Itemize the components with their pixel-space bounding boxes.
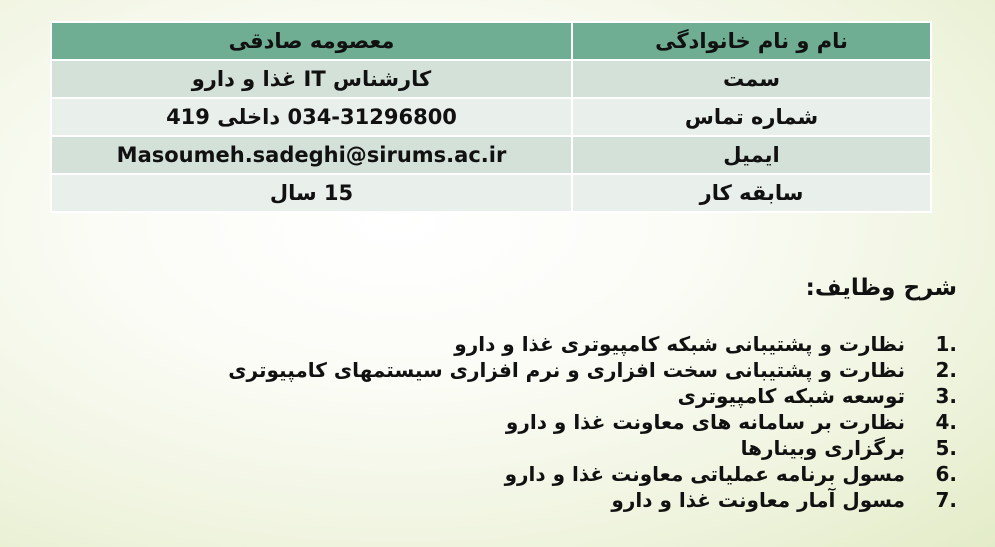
name-value: معصومه صادقی bbox=[51, 22, 572, 60]
item-number: 2. bbox=[935, 358, 957, 382]
experience-value: 15 سال bbox=[51, 174, 572, 212]
position-label: سمت bbox=[572, 60, 931, 98]
item-text: توسعه شبکه کامپیوتری bbox=[677, 384, 905, 408]
list-item bbox=[228, 435, 957, 461]
experience-label: سابقه کار bbox=[572, 174, 931, 212]
table-row bbox=[51, 174, 931, 212]
list-item bbox=[228, 383, 957, 409]
item-text: نظارت و پشتیبانی سخت افزاری و نرم افزاری سیستمهای کامپیوتری bbox=[228, 358, 905, 382]
table-row bbox=[51, 98, 931, 136]
name-label: نام و نام خانوادگی bbox=[572, 22, 931, 60]
table-header-row bbox=[51, 22, 931, 60]
table-row bbox=[51, 60, 931, 98]
phone-label: شماره تماس bbox=[572, 98, 931, 136]
list-item bbox=[228, 409, 957, 435]
item-text: مسول برنامه عملیاتی معاونت غذا و دارو bbox=[504, 462, 905, 486]
item-number: 3. bbox=[935, 384, 957, 408]
list-item bbox=[228, 331, 957, 357]
list-item bbox=[228, 461, 957, 487]
email-value: Masoumeh.sadeghi@sirums.ac.ir bbox=[51, 136, 572, 174]
item-number: 4. bbox=[935, 410, 957, 434]
list-item bbox=[228, 487, 957, 513]
item-text: برگزاری وبینارها bbox=[740, 436, 905, 460]
item-text: نظارت و پشتیبانی شبکه کامپیوتری غذا و دارو bbox=[454, 332, 905, 356]
email-label: ایمیل bbox=[572, 136, 931, 174]
item-number: 7. bbox=[935, 488, 957, 512]
item-text: مسول آمار معاونت غذا و دارو bbox=[611, 488, 905, 512]
item-number: 5. bbox=[935, 436, 957, 460]
phone-value: 034-31296800 داخلی 419 bbox=[51, 98, 572, 136]
contact-info-table bbox=[50, 21, 932, 213]
duties-list bbox=[228, 331, 957, 513]
position-value: کارشناس IT غذا و دارو bbox=[51, 60, 572, 98]
table-row bbox=[51, 136, 931, 174]
item-text: نظارت بر سامانه های معاونت غذا و دارو bbox=[505, 410, 905, 434]
duties-title: شرح وظایف: bbox=[805, 275, 957, 301]
list-item bbox=[228, 357, 957, 383]
item-number: 6. bbox=[935, 462, 957, 486]
item-number: 1. bbox=[935, 332, 957, 356]
